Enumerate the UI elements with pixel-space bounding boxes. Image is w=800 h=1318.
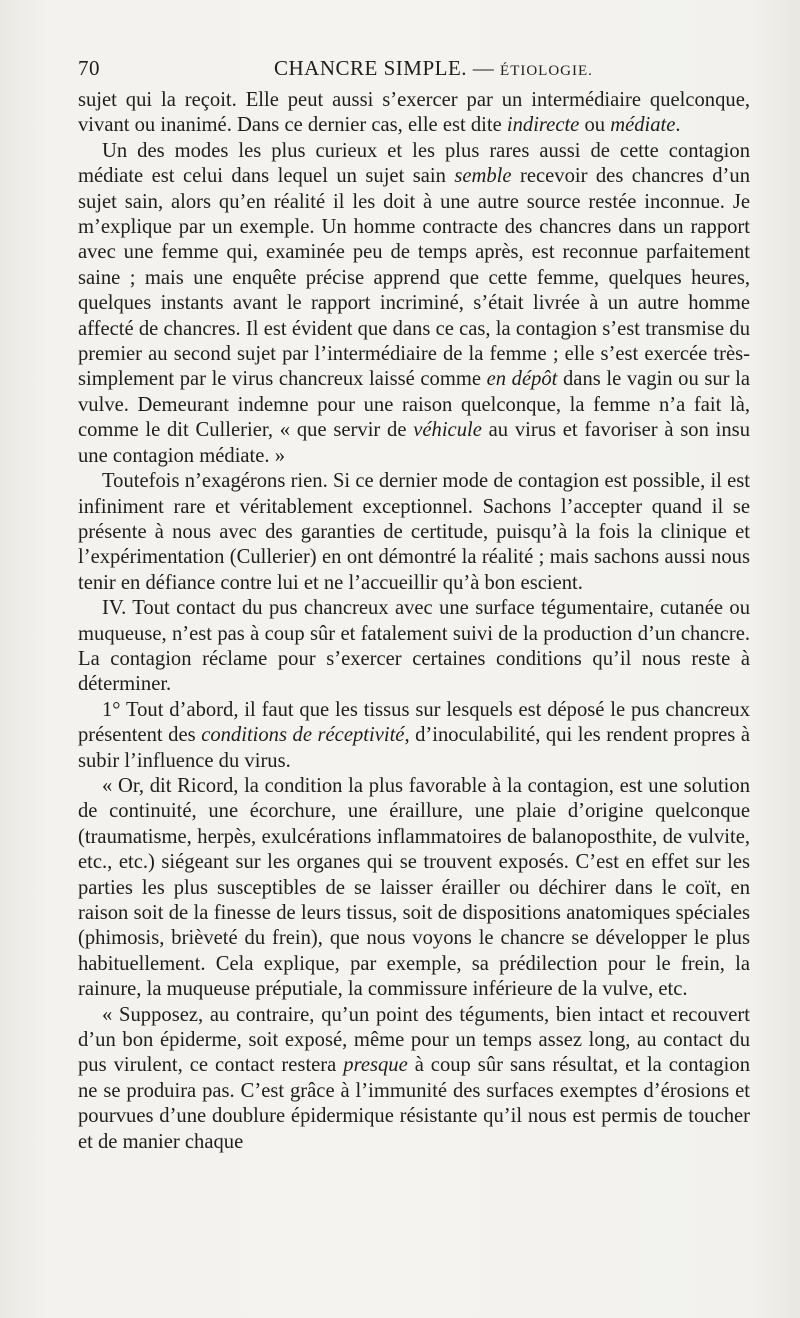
chapter-title: CHANCRE SIMPLE. [274,56,468,80]
body-text [78,88,750,1155]
paragraph [78,88,750,139]
paragraph [78,1003,750,1155]
text-run: IV. Tout contact du pus chancreux avec une surface tégumentaire, cutanée ou muqueuse, n’est pas à coup sûr et fatalement suivi de la production d’un chancre. La contagion réclame pour s’exercer certaines conditions qu’il nous reste à déterminer. [78,597,750,696]
text-run: 1° Tout d’abord, il faut que les tissus sur lesquels est déposé le pus chancreux présentent des [78,698,750,747]
text-run: Toutefois n’exagérons rien. Si ce dernier mode de contagion est possible, il est infiniment rare et véritablement exceptionnel. Sachons l’accepter quand il se présente à nous avec des garanties de certitude, puisqu’à la fois la clinique et l’expérimentation (Cullerier) en ont démontré la réalité ; mais sachons aussi nous tenir en défiance contre lui et ne l’accueillir qu’à bon escient. [78,470,750,594]
italic-text: conditions de réceptivité [201,724,405,747]
paragraph [78,698,750,774]
running-header [78,52,750,86]
text-run: sujet qui la reçoit. Elle peut aussi s’exercer par un intermédiaire quelconque, vivant ou inanimé. Dans ce dernier cas, elle est dite [78,89,750,137]
italic-text: presque [343,1054,408,1077]
italic-text: indirecte [506,114,580,137]
italic-text: véhicule [413,419,482,442]
italic-text: en dépôt [486,368,558,391]
text-run: à coup sûr sans résultat, et la contagion ne se produira pas. C’est grâce à l’immunité des surfaces exemptes d’érosions et pourvues d’une doublure épidermique résistante qu’il nous est permis de toucher et de manier chaque [78,1054,750,1153]
section-title: ÉTIOLOGIE. [500,63,593,79]
text-run: Un des modes les plus curieux et les plus rares aussi de cette contagion médiate est celui dans lequel un sujet sain [78,139,750,188]
text-run: « Or, dit Ricord, la condition la plus favorable à la contagion, est une solution de continuité, une écorchure, une éraillure, une plaie d’origine quelconque (traumatisme, herpès, exulcérations inflammatoires de balanoposthite, de vulvite, etc., etc.) siégeant sur les organes qui se trouvent exposés. C’est en effet sur les parties les plus susceptibles de se laisser érailler ou déchirer dans le coït, en raison soit de la finesse de leurs tissus, soit de dispositions anatomiques spéciales (phimosis, brièveté du frein), que nous voyons le chancre se développer le plus habituellement. Cela explique, par exemple, sa prédilection pour le frein, la rainure, la muqueuse préputiale, la commissure inférieure de la vulve, etc. [78,774,750,1001]
text-run: . [675,114,681,137]
italic-text: semble [454,165,512,188]
paragraph [78,774,750,1003]
paragraph [78,469,750,596]
text-run: au virus et favoriser à son insu une contagion médiate. » [78,419,750,467]
title-dash: — [472,56,495,80]
text-run: recevoir des chancres d’un sujet sain, alors qu’en réalité il les doit à une autre source restée inconnue. Je m’explique par un exemple. Un homme contracte des chancres dans un rapport avec une femme qui, examinée peu de temps après, est reconnue parfaitement saine ; mais une enquête précise apprend que cette femme, quelques heures, quelques instants avant le rapport incriminé, s’était livrée à un autre homme affecté de chancres. Il est évident que dans ce cas, la contagion s’est transmise du premier au second sujet par l’intermédiaire de la femme ; elle s’est exercée très-simplement par le virus chancreux laissé comme [78,165,750,391]
text-run: dans le vagin ou sur la vulve. Demeurant indemne pour une raison quelconque, la femme n’a fait là, comme le dit Cullerier, « que servir de [78,368,750,442]
paragraph [78,596,750,698]
text-run: « Supposez, au contraire, qu’un point des téguments, bien intact et recouvert d’un bon épiderme, soit exposé, même pour un temps assez long, au contact du pus virulent, ce contact restera [78,1003,750,1077]
text-run: ou [579,114,611,137]
page-number: 70 [78,56,100,80]
paragraph [78,139,750,469]
italic-text: médiate [610,114,676,137]
running-title [274,56,593,81]
text-run: , d’inoculabilité, qui les rendent propres à subir l’influence du virus. [78,724,750,772]
